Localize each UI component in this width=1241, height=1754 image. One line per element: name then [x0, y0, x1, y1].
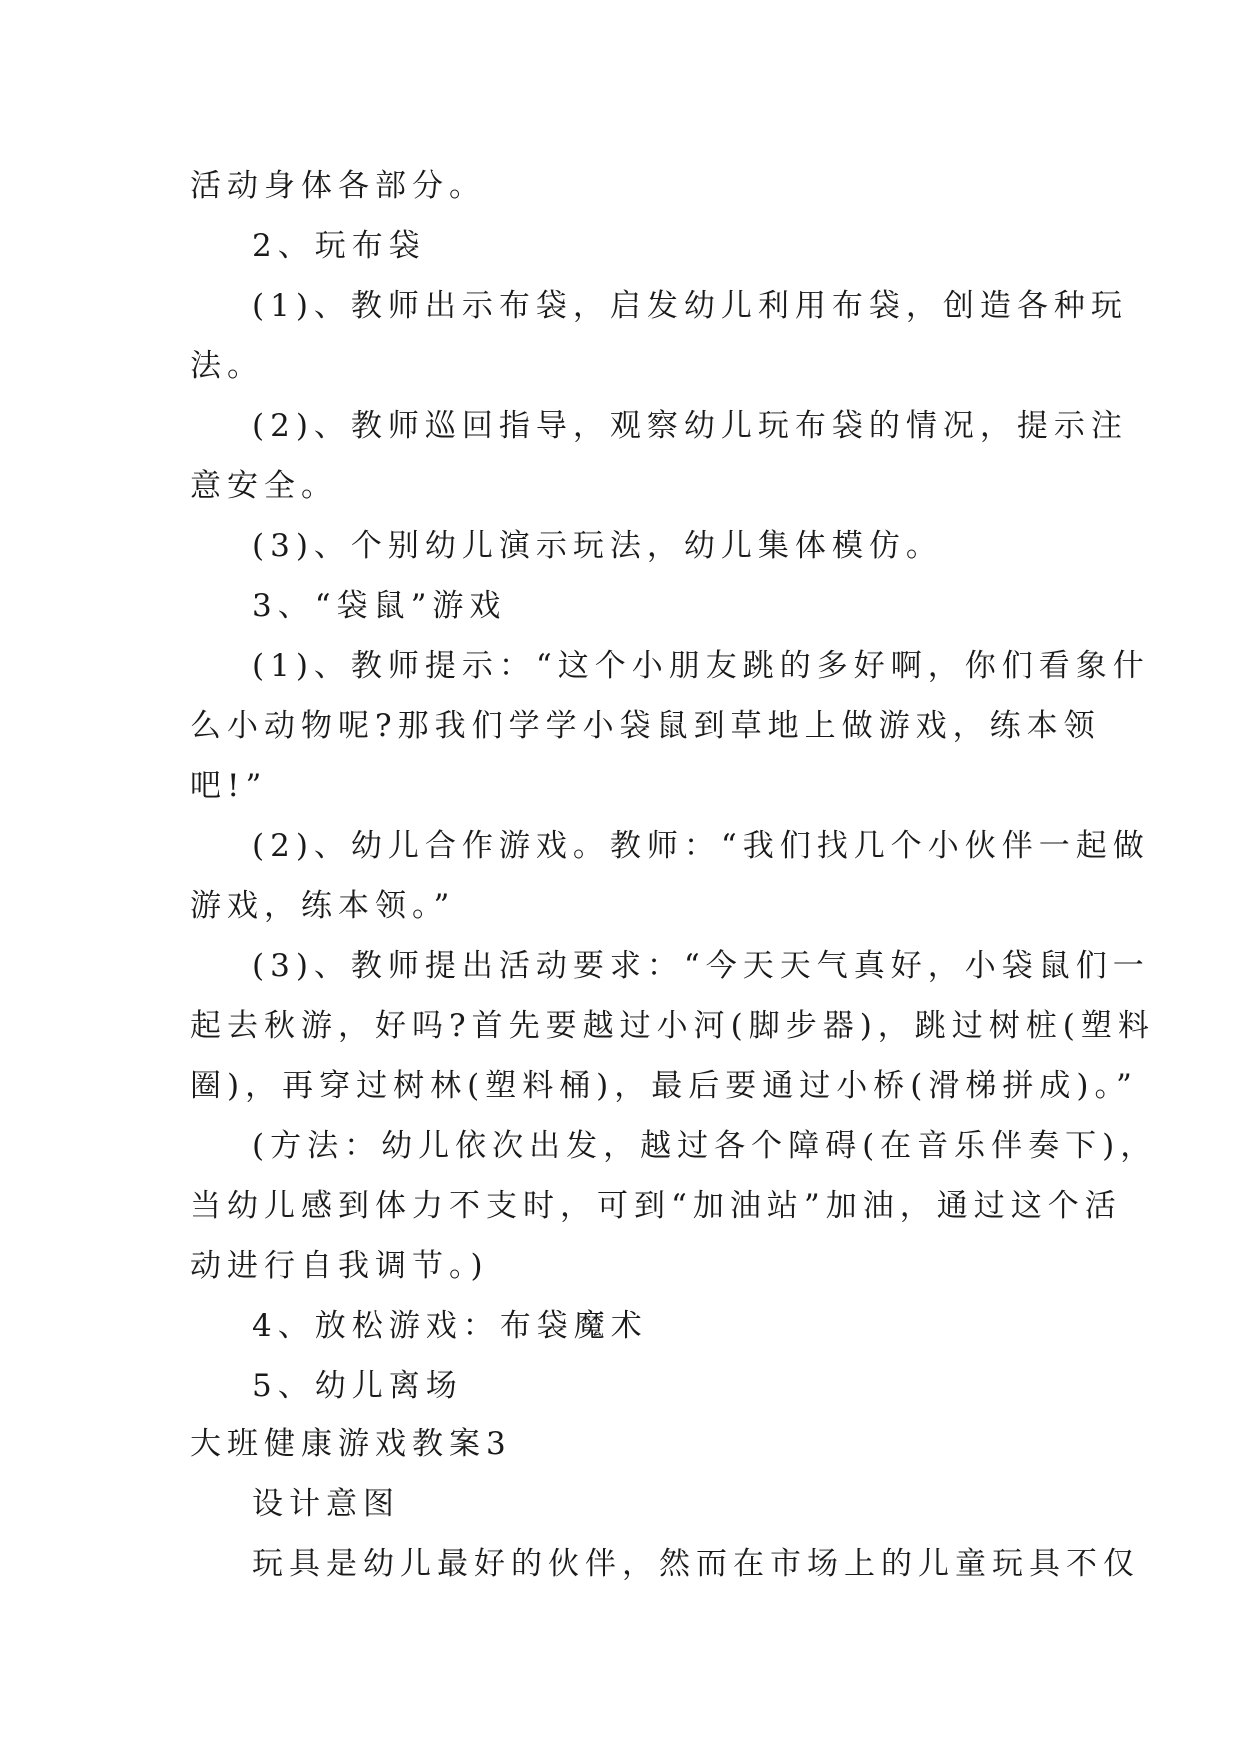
paragraph-line: 起去秋游，好吗?首先要越过小河(脚步器)，跳过树桩(塑料	[190, 1008, 1155, 1044]
paragraph-line: 当幼儿感到体力不支时，可到“加油站”加油，通过这个活	[190, 1188, 1122, 1224]
paragraph-line: 游戏，练本领。”	[190, 888, 456, 924]
paragraph-line: (2)、教师巡回指导，观察幼儿玩布袋的情况，提示注	[252, 408, 1128, 444]
paragraph-line: 么小动物呢?那我们学学小袋鼠到草地上做游戏，练本领	[190, 708, 1101, 744]
paragraph-line: 吧!”	[190, 768, 268, 804]
paragraph-line: (方法：幼儿依次出发，越过各个障碍(在音乐伴奏下)，	[252, 1128, 1158, 1164]
paragraph-line: (3)、个别幼儿演示玩法，幼儿集体模仿。	[252, 528, 943, 564]
paragraph-line: 玩具是幼儿最好的伙伴，然而在市场上的儿童玩具不仅	[252, 1546, 1140, 1582]
section-heading: 5、幼儿离场	[252, 1368, 463, 1404]
section-heading: 设计意图	[252, 1486, 400, 1522]
section-heading: 3、“袋鼠”游戏	[252, 588, 507, 624]
paragraph-line: 活动身体各部分。	[190, 168, 486, 204]
section-heading: 4、放松游戏：布袋魔术	[252, 1308, 648, 1344]
section-heading: 2、玩布袋	[252, 228, 426, 264]
paragraph-line: (1)、教师提示：“这个小朋友跳的多好啊，你们看象什	[252, 648, 1150, 684]
paragraph-line: 法。	[190, 348, 264, 384]
document-title: 大班健康游戏教案3	[190, 1426, 512, 1462]
paragraph-line: 意安全。	[190, 468, 338, 504]
paragraph-line: (1)、教师出示布袋，启发幼儿利用布袋，创造各种玩	[252, 288, 1128, 324]
paragraph-line: 动进行自我调节。)	[190, 1248, 489, 1284]
paragraph-line: 圈)，再穿过树林(塑料桶)，最后要通过小桥(滑梯拼成)。”	[190, 1068, 1138, 1104]
paragraph-line: (3)、教师提出活动要求：“今天天气真好，小袋鼠们一	[252, 948, 1150, 984]
paragraph-line: (2)、幼儿合作游戏。教师：“我们找几个小伙伴一起做	[252, 828, 1150, 864]
